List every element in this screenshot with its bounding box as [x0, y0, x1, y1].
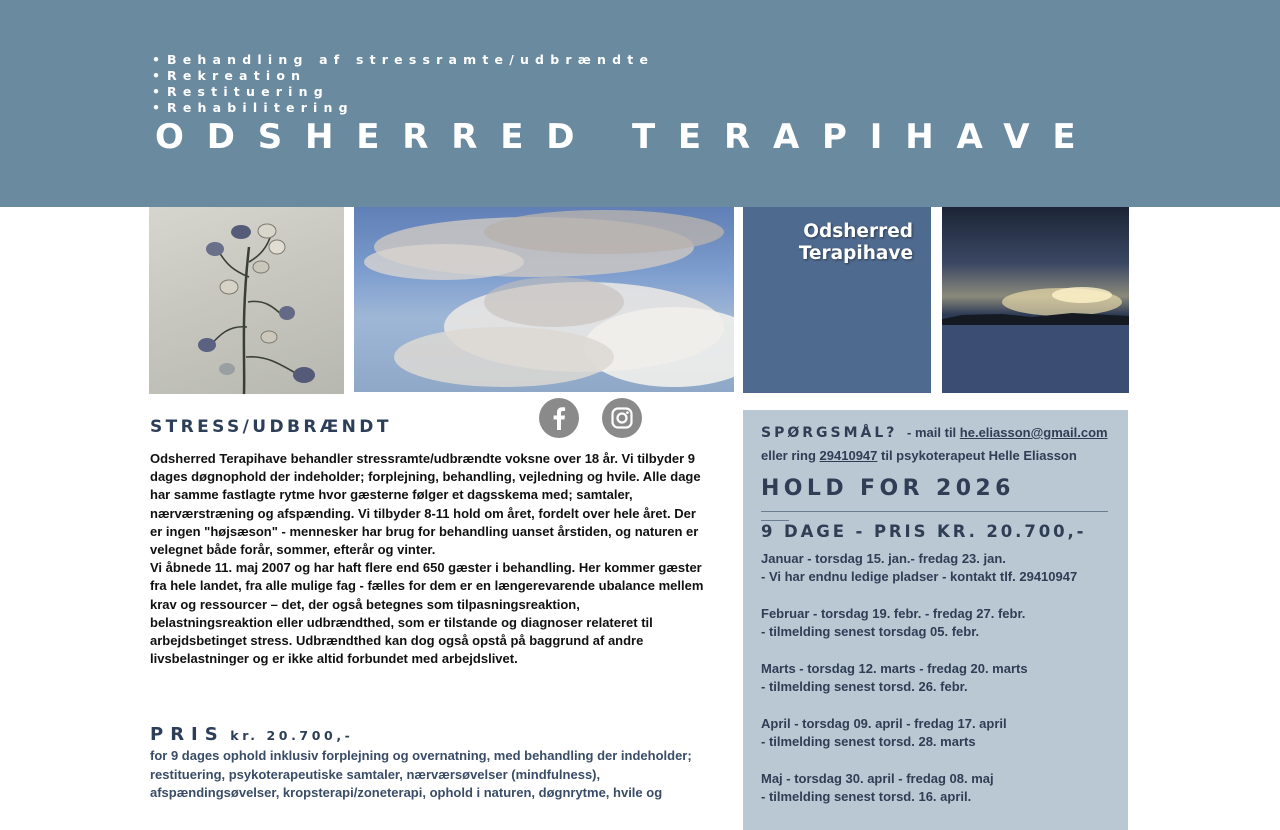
sunset-illustration [942, 207, 1129, 393]
schedule-entry: April - torsdag 09. april - fredag 17. april - tilmelding senest torsd. 28. marts [761, 715, 1007, 749]
hold-heading: HOLD FOR 2026 [761, 476, 1015, 501]
phone-line: eller ring 29410947 til psykoterapeut Helle Eliasson [761, 448, 1077, 463]
service-list [152, 52, 654, 116]
schedule-entry: Januar - torsdag 15. jan.- fredag 23. jan. - Vi har endnu ledige pladser - kontakt tlf. 29410947 [761, 551, 1078, 585]
plant-photo [149, 207, 344, 394]
section-heading: STRESS/UDBRÆNDT [150, 417, 392, 437]
history-paragraph: Vi åbnede 11. maj 2007 og har haft flere end 650 gæster i behandling. Her kommer gæster fra hele landet, fra alle mulige fag - fælles for dem er en længerevarende ubalance mellem krav og ressourcer – det, der også betegnes som tilpasningsreaktion, belastningsreaktion eller udbrændthed, som er tilstande og diagnoser relateret til arbejdsbetinget stress. Udbrændthed kan dog også opstå på baggrund af andre livsbelastninger og er ikke altid forbundet med arbejdslivet. [150, 560, 704, 667]
intro-text [150, 450, 705, 668]
info-panel [743, 410, 1128, 830]
sunset-photo [942, 207, 1129, 393]
plant-illustration [149, 207, 344, 394]
intro-paragraph: Odsherred Terapihave behandler stressramte/udbrændte voksne over 18 år. Vi tilbyder 9 dages døgnophold der indeholder; forplejning, behandling, vejledning og hvile. Alle dage har samme fastlagte rytme hvor gæsterne følger et dagsskema med; samtaler, nærværstræning og afspænding. Vi tilbyder 8-11 hold om året, fordelt over hele året. Der er ingen "højsæson" - mennesker har brug for behandling uanset årstiden, og naturen er velegnet både forår, sommer, efterår og vinter. [150, 451, 701, 558]
schedule-entry: Marts - torsdag 12. marts - fredag 20. marts - tilmelding senest torsd. 26. febr. [761, 660, 1028, 695]
service-item: • Rehabilitering [152, 100, 354, 115]
clouds-photo [354, 207, 734, 392]
instagram-link[interactable] [602, 398, 642, 438]
divider [761, 511, 1108, 512]
divider-short [761, 520, 789, 521]
phone-link[interactable]: 29410947 [819, 448, 878, 463]
service-item: • Behandling af stressramte/udbrændte [152, 52, 655, 67]
email-link[interactable]: he.eliasson@gmail.com [959, 425, 1108, 440]
contact-line: SPØRGSMÅL? - mail til he.eliasson@gmail.com [761, 425, 1108, 441]
logo-text: Odsherred Terapihave [798, 221, 913, 264]
site-title[interactable]: ODSHERRED TERAPIHAVE [155, 117, 1099, 157]
schedule-entry: Maj - torsdag 30. april - fredag 08. maj - tilmelding senest torsd. 16. april. [761, 770, 994, 804]
schedule-list [761, 550, 1121, 824]
facebook-link[interactable] [539, 398, 579, 438]
instagram-icon [610, 406, 634, 430]
service-item: • Restituering [152, 84, 329, 99]
price-description: for 9 dages ophold inklusiv forplejning og overnatning, med behandling der indeholder; restituering, psykoterapeutiske samtaler, nærværsøvelser (mindfulness), afspændingsøvelser, kropsterapi/zoneterapi, ophold i naturen, døgnrytme, hvile og [150, 748, 692, 800]
price-heading: PRIS kr. 20.700,- [150, 724, 354, 745]
price-subheading: 9 DAGE - PRIS KR. 20.700,- [761, 522, 1087, 541]
question-heading: SPØRGSMÅL? [761, 425, 898, 441]
schedule-entry: Februar - torsdag 19. febr. - fredag 27. febr. - tilmelding senest torsdag 05. febr. [761, 605, 1026, 640]
price-amount: kr. 20.700,- [230, 728, 354, 743]
facebook-icon [549, 406, 569, 430]
clouds-illustration [354, 207, 734, 392]
service-item: • Rekreation [152, 68, 307, 83]
site-header [0, 0, 1280, 207]
logo-tile[interactable] [743, 207, 931, 393]
